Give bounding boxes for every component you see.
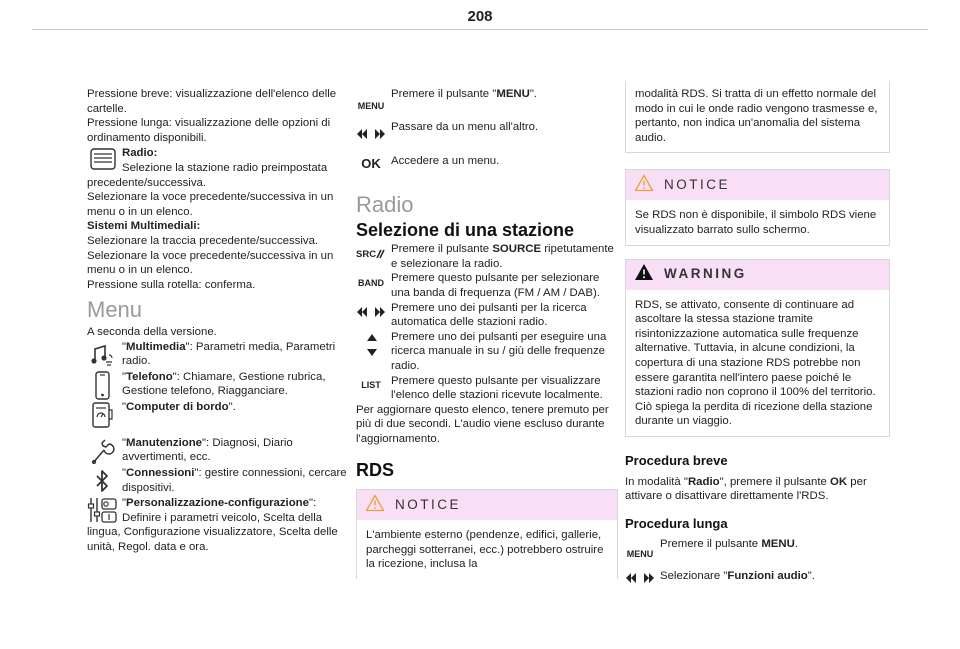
ok-button-label: OK	[361, 156, 381, 171]
ok-text: Accedere a un menu.	[391, 155, 500, 167]
list-button-label: LIST	[361, 379, 381, 390]
radio-line-2: Selezionare la voce precedente/successiva in un menu o in un elenco.	[87, 191, 334, 218]
notice-header	[357, 490, 617, 520]
short-mid: ", premere il pulsante	[719, 475, 831, 488]
telefono-name: Telefono	[126, 370, 173, 383]
sel-pre: Selezionare "	[660, 570, 728, 583]
computer-di-bordo-name: Computer di bordo	[126, 400, 229, 413]
column-2	[356, 87, 618, 579]
multimedia-icon	[87, 341, 117, 369]
auto-search-text: Premere uno dei pulsanti per la ricerca automatica delle stazioni radio.	[391, 301, 587, 329]
intro-long-press: Pressione lunga: visualizzazione delle opzioni di ordinamento disponibili.	[87, 117, 331, 144]
menu-button-label: MENU	[357, 101, 385, 111]
notice-header-2	[626, 170, 889, 200]
source-row	[356, 242, 618, 271]
menu-item-telefono: "Telefono": Chiamare, Gestione rubrica, Gestione telefono, Riagganciare.	[87, 370, 349, 399]
menu-button-row	[356, 87, 618, 119]
menu-post: ".	[529, 88, 538, 100]
list-scroll-icon	[87, 146, 119, 174]
switch-menu-text: Passare da un menu all'altro.	[391, 121, 539, 133]
manual-search-text: Premere uno dei pulsanti per eseguire una ricerca manuale in su / giù delle frequenze radio.	[391, 330, 607, 372]
short-procedure-text	[625, 475, 890, 504]
multimedia-line-1: Selezionare la traccia precedente/successiva.	[87, 234, 319, 247]
notice-body: L'ambiente esterno (pendenze, edifici, gallerie, parcheggi sotterranei, ecc.) potrebbero ostruire la ricezione, inclusa la	[366, 529, 604, 571]
band-text: Premere questo pulsante per selezionare una banda di frequenza (FM / AM / DAB).	[391, 272, 600, 299]
short-radio: Radio	[687, 475, 720, 488]
list-row	[356, 374, 618, 403]
svg-text:SRC: SRC	[356, 249, 377, 260]
sel-name: Funzioni audio	[727, 570, 808, 583]
multimedia-line-3: Pressione sulla rotella: conferma.	[87, 278, 256, 291]
multimedia-name: Multimedia	[126, 340, 186, 353]
station-selection-heading: Selezione di una stazione	[356, 219, 575, 240]
menu-pre: Premere il pulsante "	[391, 88, 497, 100]
radio-block	[87, 146, 349, 190]
short-pre: In modalità "	[625, 475, 688, 488]
short-ok: OK	[830, 475, 848, 488]
radio-line-1: Selezione la stazione radio preimpostata precedente/successiva.	[87, 161, 328, 189]
arrows-left-right-icon	[356, 128, 386, 156]
trip-computer-icon	[87, 401, 117, 429]
warning-box	[625, 259, 890, 437]
short-post: per attivare o disattivare direttamente l'RDS.	[625, 475, 867, 503]
notice-box-1	[356, 489, 618, 579]
multimedia-systems-title: Sistemi Multimediali:	[87, 220, 201, 233]
caution-triangle-icon	[365, 494, 385, 517]
warning-body: RDS, se attivato, consente di continuare ad ascoltare la stessa stazione tramite risintonizzazione automatica sulle frequenze alternative. Tuttavia, in alcune condizioni, la copertura di una stazione RDS potrebbe non essere garantita nell'intero paese poiché le stazioni radio non coprono il 100% del territorio. Ciò spiega la perdita di ricezione della stazione durante un viaggio.	[635, 298, 876, 428]
notice-body-2: Se RDS non è disponibile, il simbolo RDS viene visualizzato barrato sullo schermo.	[635, 209, 877, 236]
source-btn: SOURCE	[492, 243, 542, 256]
band-button-label: BAND	[358, 278, 384, 289]
multimedia-line-2: Selezionare la voce precedente/successiva in un menu o in un elenco.	[87, 249, 334, 277]
menu-item-multimedia: "Multimedia": Parametri media, Parametri radio.	[87, 340, 349, 369]
header-divider	[32, 29, 928, 30]
notice-continuation-text: modalità RDS. Si tratta di un effetto normale del modo in cui le onde radio vengono trasmesse e, pertanto, non indica un'anomalia del sistema audio.	[635, 88, 878, 144]
manutenzione-desc: : Diagnosi, Diario avvertimenti, ecc.	[122, 436, 293, 464]
personalizzazione-desc: : Definire i parametri veicolo, Scelta della lingua, Configurazione visualizzatore, Scelta delle unità, Regol. data e ora.	[87, 497, 338, 554]
column-1	[87, 87, 349, 555]
connessioni-desc: : gestire connessioni, cercare dispositivi.	[122, 467, 347, 494]
notice-label: NOTICE	[395, 496, 462, 512]
arrows-up-down-icon	[356, 330, 388, 360]
notice-box-2	[625, 169, 890, 245]
long-btn: MENU	[761, 538, 795, 551]
notice-continuation-box	[625, 81, 890, 153]
menu-heading: Menu	[87, 297, 143, 323]
connessioni-name: Connessioni	[126, 467, 195, 480]
intro-short-press: Pressione breve: visualizzazione dell'elenco delle cartelle.	[87, 88, 337, 115]
personalizzazione-name: Personalizzazione-configurazione	[126, 497, 309, 510]
ok-button-icon	[356, 157, 386, 185]
menu-item-personalizzazione: "Personalizzazione-configurazione": Definire i parametri veicolo, Scelta della lingua, Configurazione visualizzatore, Scelta delle unità, Regol. data e ora.	[87, 497, 338, 554]
manual-search-row	[356, 330, 618, 374]
list-button-icon	[356, 378, 386, 406]
menu-btn: MENU	[496, 88, 530, 100]
radio-title: Radio:	[122, 147, 158, 160]
long-post: .	[794, 538, 799, 551]
radio-heading: Radio	[356, 192, 414, 217]
menu-item-connessioni: "Connessioni": gestire connessioni, cercare dispositivi.	[87, 466, 349, 495]
settings-icon	[87, 496, 119, 524]
phone-icon	[87, 371, 117, 399]
manutenzione-name: Manutenzione	[126, 436, 202, 449]
column-3	[625, 87, 890, 584]
list-text: Premere questo pulsante per visualizzare l'elenco delle stazioni ricevute localmente.	[391, 374, 603, 402]
source-pre: Premere il pulsante	[391, 243, 493, 256]
notice-label-2: NOTICE	[664, 177, 731, 193]
arrows-left-right-icon	[625, 572, 655, 600]
menu-item-manutenzione: "Manutenzione": Diagnosi, Diario avvertimenti, ecc.	[87, 436, 349, 465]
wrench-icon	[87, 437, 117, 465]
caution-triangle-icon	[634, 174, 654, 197]
page-number: 208	[467, 8, 493, 25]
menu-intro: A seconda della versione.	[87, 325, 217, 338]
short-procedure-heading: Procedura breve	[625, 452, 728, 468]
band-row	[356, 271, 618, 300]
long-menu-row	[625, 537, 890, 567]
source-post: ripetutamente e selezionare la radio.	[391, 243, 614, 270]
warning-triangle-icon	[634, 263, 654, 286]
long-pre: Premere il pulsante	[660, 538, 762, 551]
long-procedure-heading: Procedura lunga	[625, 515, 728, 531]
warning-label: WARNING	[664, 266, 747, 282]
bluetooth-icon	[87, 467, 117, 495]
computer-di-bordo-desc: .	[232, 400, 236, 413]
rds-heading: RDS	[356, 459, 395, 480]
switch-menu-row	[356, 120, 618, 154]
ok-row	[356, 154, 618, 184]
long-menu-label: MENU	[626, 549, 654, 560]
telefono-desc: : Chiamare, Gestione rubrica, Gestione telefono, Riagganciare.	[122, 370, 326, 398]
update-text: Per aggiornare questo elenco, tenere premuto per più di due secondi. L'audio viene escluso durante l'aggiornamento.	[356, 403, 609, 445]
auto-search-row	[356, 301, 618, 330]
menu-item-computer-di-bordo: "Computer di bordo".	[87, 400, 349, 432]
sel-post: ".	[807, 570, 815, 583]
multimedia-desc: : Parametri media, Parametri radio.	[122, 340, 336, 368]
warning-header	[626, 260, 889, 290]
select-audio-row	[625, 569, 890, 584]
